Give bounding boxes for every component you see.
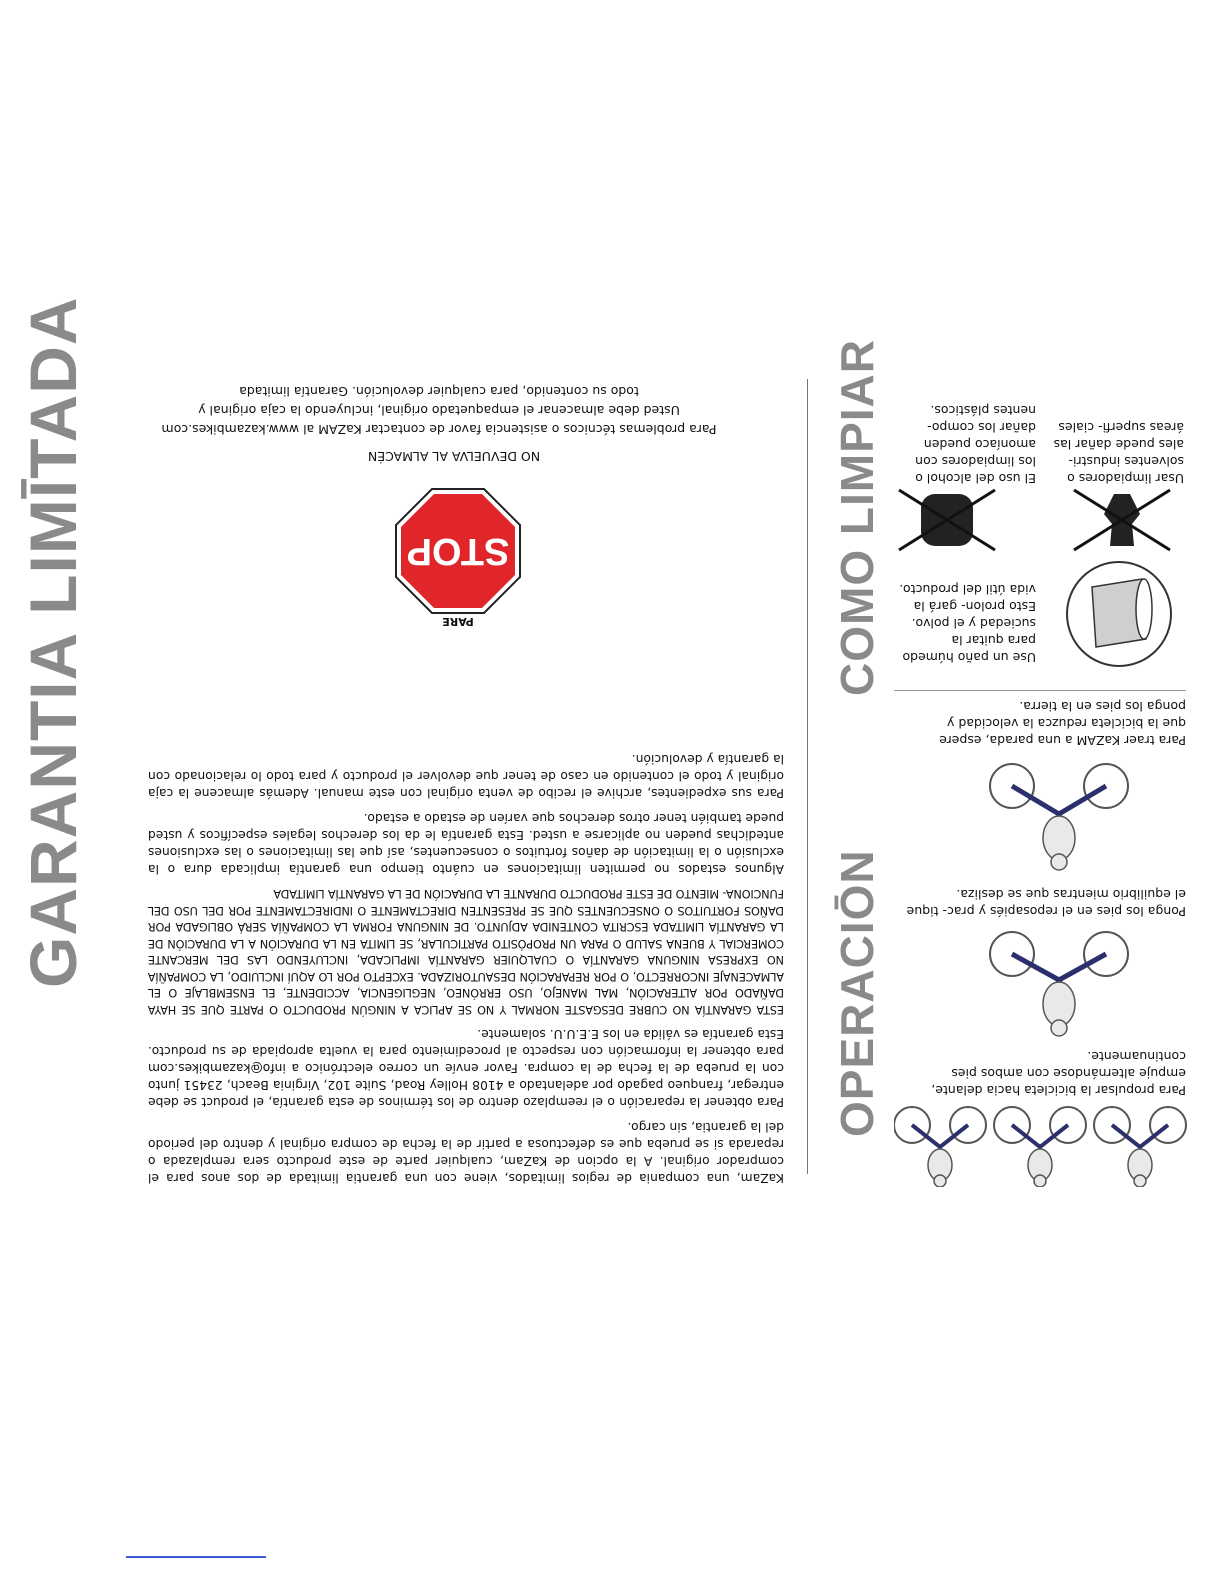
contact-info xyxy=(139,382,739,439)
footer-link-underline[interactable] xyxy=(126,1556,266,1558)
contact-line: todo su contenido, para cualquier devolución. Garantía limitada xyxy=(239,384,639,399)
cleaning-tip-alcohol: El uso del alcohol o los limpiadores con amoníaco pueden dañar los compo- nentes plásticos. xyxy=(915,403,1036,486)
warranty-heading: GARANTIA LIMĪTADA xyxy=(16,296,90,988)
stop-octagon-icon xyxy=(394,487,522,615)
section-divider xyxy=(894,690,1186,691)
column-divider xyxy=(807,379,808,1174)
cleaning-tip-cloth: Use un paño húmedo para quitar la suciedad y el polvo. Esto prolon- gará la vida útil del producto. xyxy=(899,582,1036,665)
contact-line: Usted debe almacenar el empaquetado original, incluyendo la caja original y xyxy=(198,403,680,418)
stop-text: STOP xyxy=(406,530,510,572)
cleaning-heading: COMO LIMPIAR xyxy=(831,339,883,696)
stop-bike-illustration xyxy=(984,760,1134,872)
operation-step-2: Ponga los pies en el reposapiés y prac- tique el equilibrio mientras que se desliza. xyxy=(906,887,1186,919)
push-bike-illustration xyxy=(894,1097,1190,1187)
contact-line: Para problemas técnicos o asistencia favor de contactar KaZAM al www.kazambikes.com xyxy=(161,422,717,437)
no-alcohol-icon xyxy=(895,486,999,554)
no-solvent-icon xyxy=(1070,486,1174,554)
operation-heading: OPERACIŌN xyxy=(831,849,883,1137)
cleaning-tip-solvent: Usar limpiadores o solventes industri- ales puede dañar las áreas superfi- ciales xyxy=(1053,420,1184,486)
operation-step-3: Para traer KaZAM a una parada, espere que la bicicleta reduzca la velocidad y ponga los pies en la tierra. xyxy=(939,699,1186,748)
warranty-paragraph: Para obtener la reparación o el reemplazo dentro de los términos de esta garantía, el product se debe entregar, franqueo pagado por adelantado a 4108 Holley Road, Suite 102, Virginia Beach, 23451 junto con la prueba de la fecha de la compra. Favor envíe un correo electrónico a info@kazambikes.com para obtener la información con respecto al procedimiento para la vuelta apropiada de su producto. Esta garantía es válida en los E.E.U.U. solamente. xyxy=(148,1027,784,1109)
warranty-paragraph: KaZam, una compania de regios limitados, viene con una garantia limitada de dos anos para el comprador original. A la opcion de KaZam, cualquier parte de este producto sera remplazada o reparada si se prueba que es defectuosa a partir de la fecha de compra original y dentro del periodo del la garantia, sin cargo. xyxy=(148,1120,784,1185)
cloth-roll-icon xyxy=(1054,559,1184,669)
stop-sign xyxy=(392,487,524,626)
stop-caption: PARE xyxy=(442,615,474,628)
no-return-notice: NO DEVUELVA AL ALMACÉN xyxy=(367,449,541,464)
warranty-text-block xyxy=(148,742,784,1186)
warranty-paragraph: Algunos estados no permiten limitaciones en cuánto tiempo una garantía implicada dura o la exclusión o la limitación de daños fortuitos o consecuentes, así que las limitaciones o las exclusiones antedichas pueden no aplicarse a usted. Esta garantía le da los derechos legales específicos y usted puede también tener otros derechos que varíen de estado a estado. xyxy=(148,811,784,876)
warranty-paragraph: Para sus expedientes, archive el recibo de venta original con este manual. Además almacene la caja original y todo el contenido en caso de tener que devolver el producto y para todo lo relacionado con la garantía y devolución. xyxy=(148,752,784,800)
glide-bike-illustration xyxy=(984,928,1134,1040)
operation-step-1: Para propulsar la bicicleta hacia delante, empuje alternándose con ambos pies continuamente. xyxy=(931,1049,1186,1098)
warranty-disclaimer: ESTA GARANTÍA NO CUBRE DESGASTE NORMAL Y NO SE APLICA A NINGÚN PRODUCTO O PARTE QUE SE HAYA DAÑADO POR ALTERACIÓN, MAL MANEJO, USO ERRÓNEO, NEGLIGENCIA, ACCIDENTE, EL ENSEMBLAJE O EL ALMACENAJE INCORRECTO, O POR REPARACIÓN DESAUTORIZADA. EXCEPTO POR LO AQUÍ INCLUIDO, LA COMPAÑÍA NO EXPRESA NINGUNA GARANTÍA O CUALQUIER GARANTÍA IMPLICADA, INCLUYENDO LAS DEL MERCANTE COMERCIAL Y BUENA SALUD O PARA UN PROPÓSITO PARTICULAR, SE LIMITA EN LA DURACIÓN A LA DURACIÓN DE LA GARANTÍA LIMITADA ESCRITA CONTENIDA ADJUNTO. DE NINGUNA FORMA LA COMPAÑÍA SERÁ OBLIGADA POR DAÑOS FORTUITOS O ONSECUENTES QUE SE PRESENTEN DIRECTAMENTE O INDIRECTAMENTE POR DEL USO DEL FUNCIONA- MIENTO DE ESTE PRODUCTO DURANTE LA DURACIÓN DE LA GARANTÍA LIMITADA xyxy=(148,887,784,1016)
